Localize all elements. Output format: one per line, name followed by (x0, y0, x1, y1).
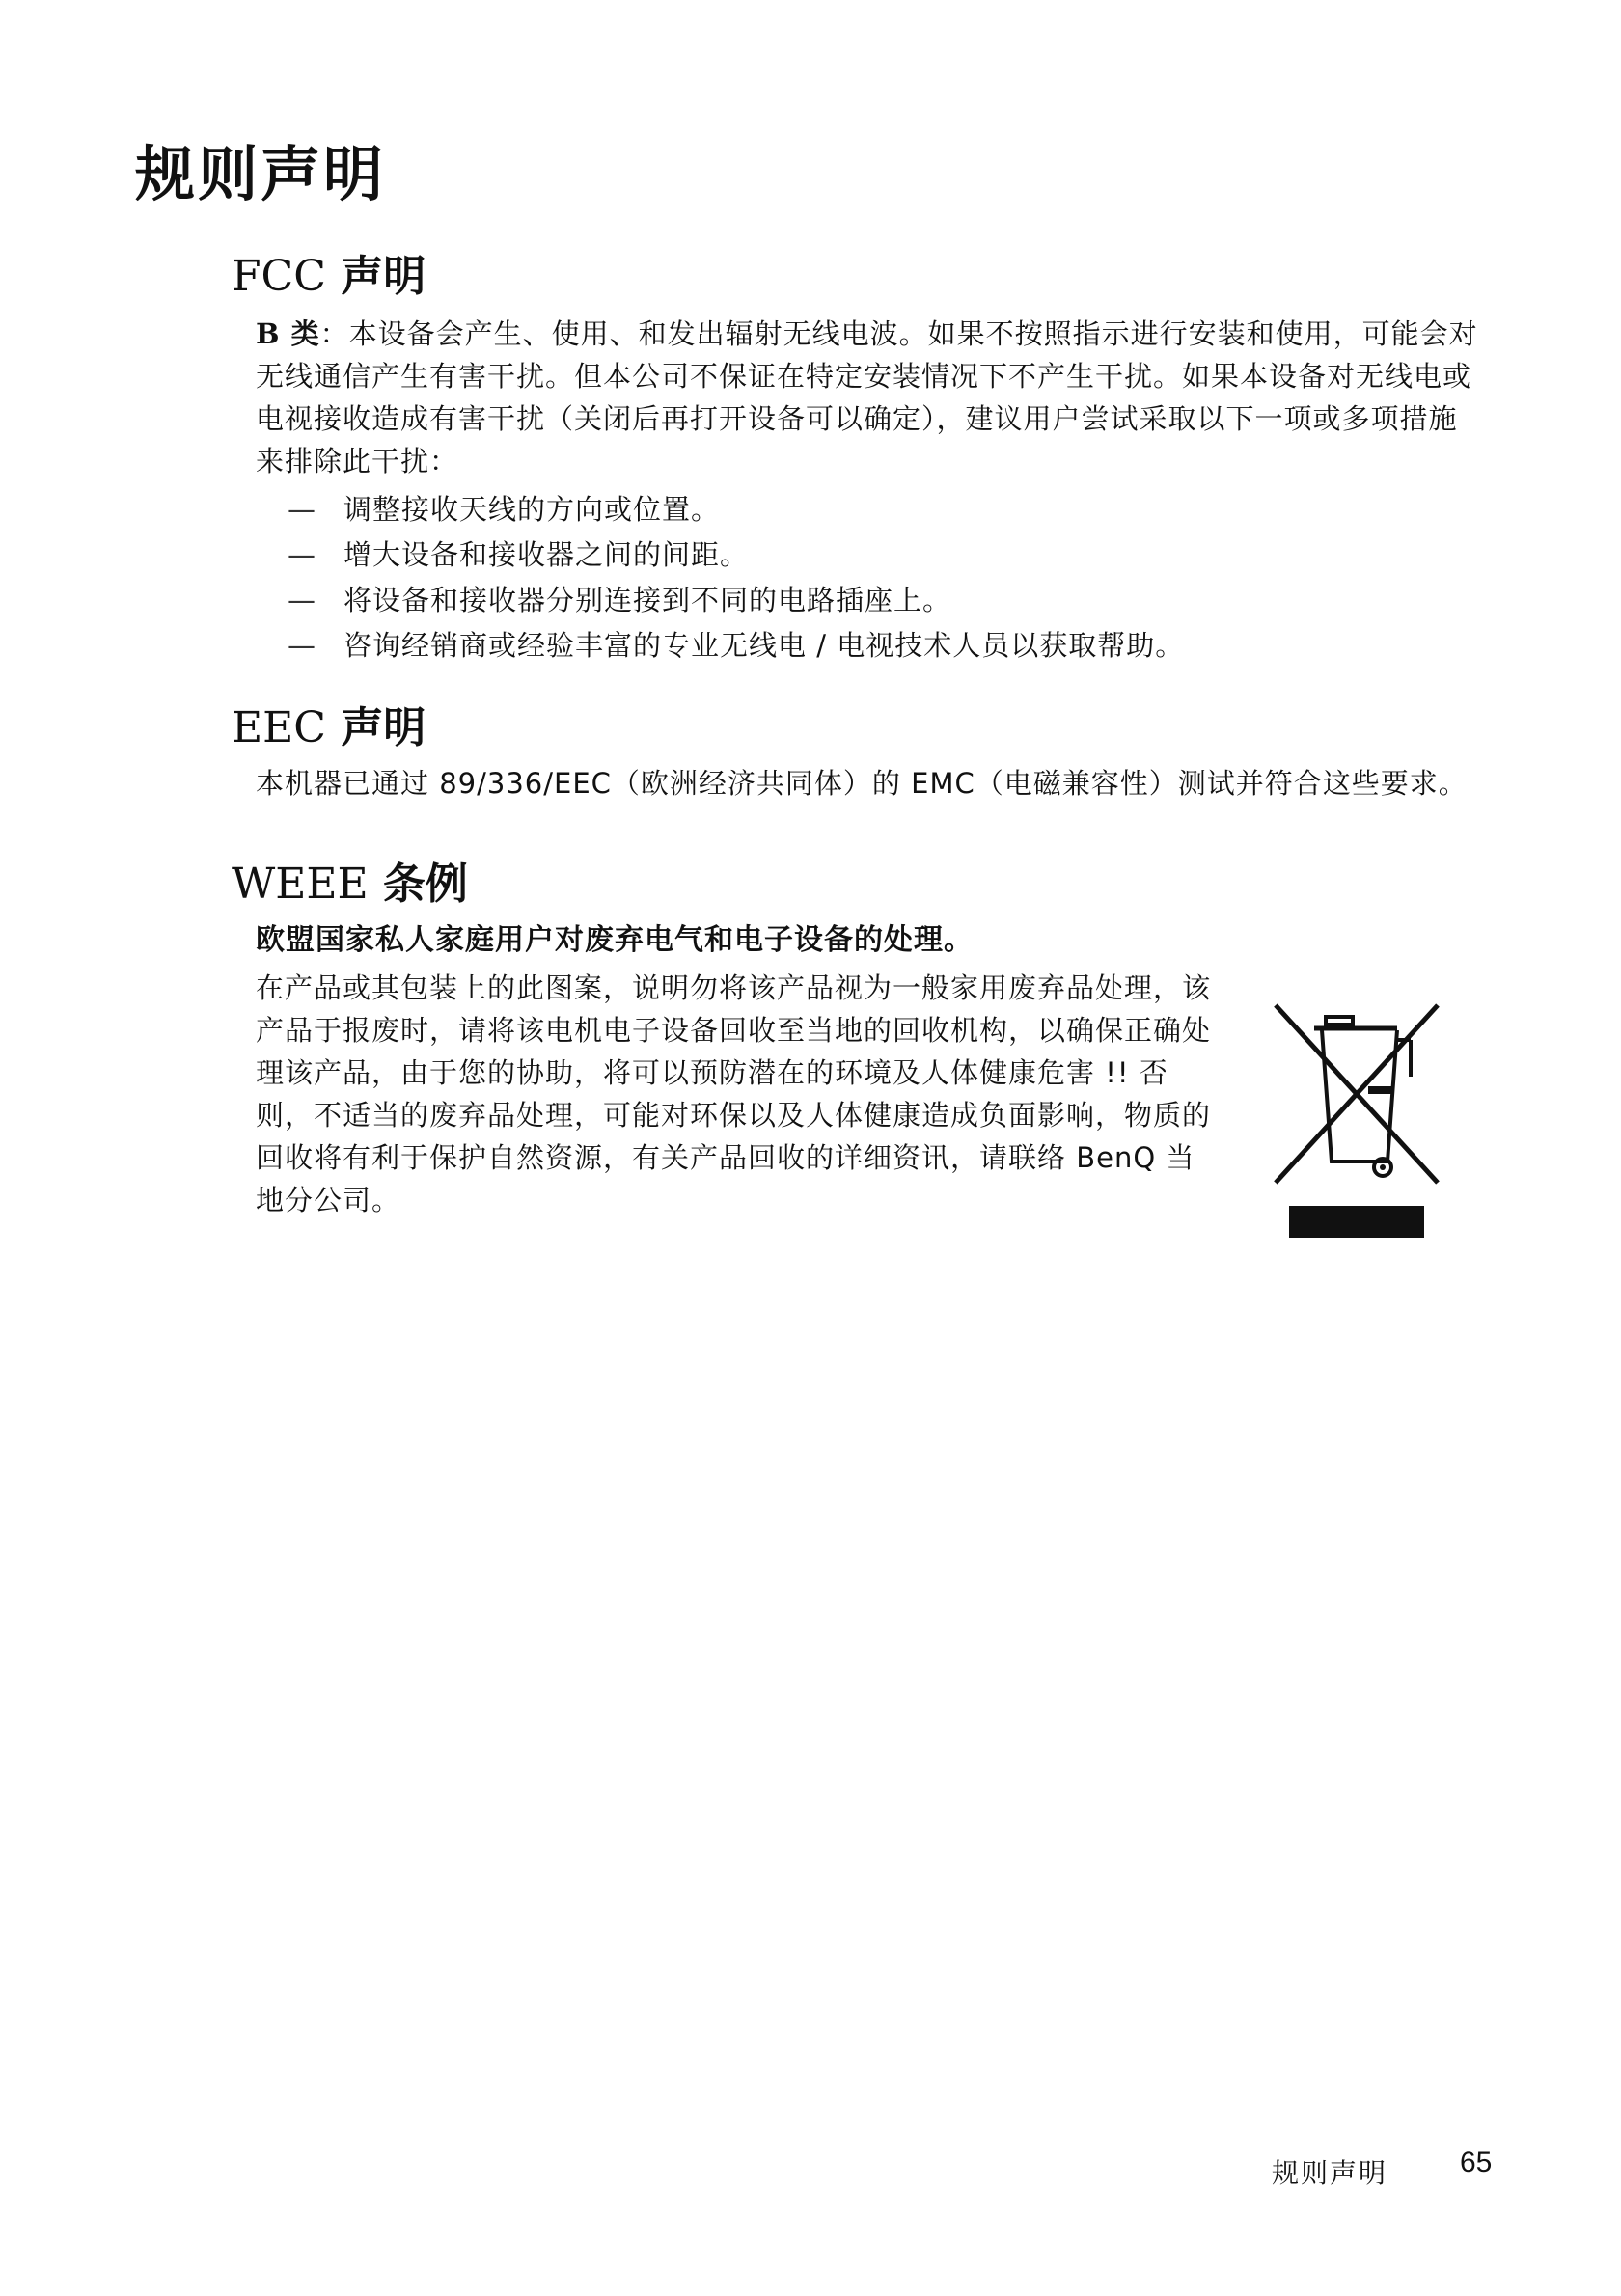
crossed-out-wheelie-bin-icon (1272, 1001, 1442, 1238)
weee-subtitle: 欧盟国家私人家庭用户对废弃电气和电子设备的处理。 (256, 923, 974, 957)
fcc-paragraph (256, 313, 1486, 482)
weee-heading (232, 860, 468, 909)
fcc-heading-latin: FCC (232, 252, 326, 301)
eec-paragraph: 本机器已通过 89/336/EEC（欧洲经济共同体）的 EMC（电磁兼容性）测试并符合这些要求。 (256, 767, 1468, 800)
fcc-heading (232, 252, 426, 301)
footer-section-label: 规则声明 (1272, 2157, 1388, 2189)
eec-heading-latin: EEC (232, 703, 326, 752)
list-item: — 咨询经销商或经验丰富的专业无线电 / 电视技术人员以获取帮助。 (288, 623, 1184, 669)
fcc-measures-list (288, 487, 1184, 669)
eec-heading-cjk: 声明 (341, 703, 426, 752)
weee-heading-latin: WEEE (232, 860, 369, 909)
weee-paragraph: 在产品或其包装上的此图案，说明勿将该产品视为一般家用废弃品处理，该产品于报废时，请将该电机电子设备回收至当地的回收机构，以确保正确处理该产品，由于您的协助，将可以预防潜在的环境及人体健康危害 !! 否则，不适当的废弃品处理，可能对环保以及人体健康造成负面影响，物质的回收将有利于保护自然资源，有关产品回收的详细资讯，请联络 BenQ 当地分公司。 (256, 971, 1212, 1216)
list-item: — 将设备和接收器分别连接到不同的电路插座上。 (288, 578, 1184, 623)
list-item: — 增大设备和接收器之间的间距。 (288, 533, 1184, 578)
page-number: 65 (1460, 2146, 1493, 2178)
dash-bullet: — (288, 629, 316, 662)
fcc-body: ：本设备会产生、使用、和发出辐射无线电波。如果不按照指示进行安装和使用，可能会对无线通信产生有害干扰。但本公司不保证在特定安装情况下不产生干扰。如果本设备对无线电或电视接收造成有害干扰（关闭后再打开设备可以确定），建议用户尝试采取以下一项或多项措施来排除此干扰： (256, 317, 1478, 478)
dash-bullet: — (288, 493, 316, 526)
page-title: 规则声明 (135, 139, 387, 209)
list-item: — 调整接收天线的方向或位置。 (288, 487, 1184, 533)
dash-bullet: — (288, 538, 316, 571)
eec-heading (232, 703, 426, 752)
dash-bullet: — (288, 584, 316, 616)
fcc-class-label: B 类 (256, 317, 320, 350)
weee-heading-cjk: 条例 (382, 860, 468, 909)
fcc-heading-cjk: 声明 (341, 252, 426, 301)
